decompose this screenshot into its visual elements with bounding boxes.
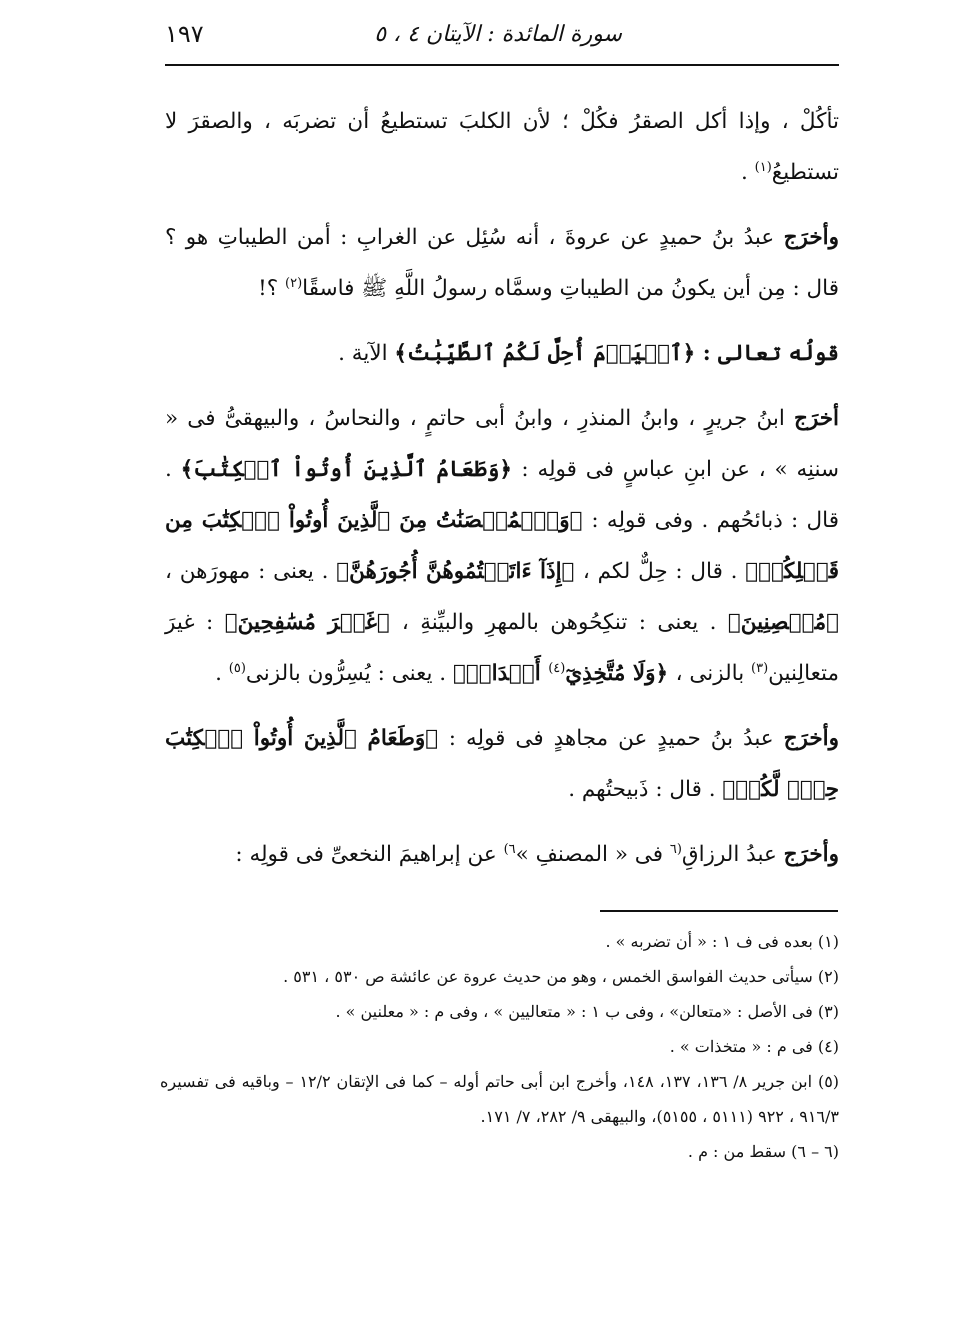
- header-rule: [165, 64, 839, 66]
- quran-quote: ﴿غَيۡرَ مُسَٰفِحِينَ﴾: [224, 610, 402, 635]
- paragraph-text: عن إبراهيمَ النخعىِّ فى قولِه :: [235, 842, 504, 867]
- footnote-2: (٢) سيأتى حديث الفواسق الخمس ، وهو من حديث عروة عن عائشة ص ٥٣٠ ، ٥٣١ .: [283, 967, 839, 986]
- quran-quote: ﴿ٱلۡيَوۡمَ أُحِلَّ لَكُمُ ٱلطَّيِّبَٰتُ﴾: [394, 341, 703, 366]
- paragraph-text: عبدُ بنُ حميدٍ عن عروةَ ، أنه سُئِل عن الغرابِ : أمن الطيباتِ هو ؟ قال : مِن أين يكونُ من الطيباتِ وسمَّاه رسولُ اللَّهِ ﷺ فاسقًا: [165, 225, 839, 301]
- paragraph-3: [165, 328, 839, 379]
- paragraph-2: [165, 212, 839, 314]
- verse-heading: قولُه تعالى :: [702, 341, 839, 366]
- quran-quote: أَخۡدَانٖ﴾: [452, 661, 549, 686]
- paragraph-text: . يعنى : مهورَهن ،: [165, 559, 337, 584]
- paragraph-lead: وأخرَج: [783, 726, 839, 751]
- quran-quote: ﴿وَطَعَامُ ٱلَّذِينَ أُوتُواْ ٱلۡكِتَٰبَ حِلّٞ لَّكُمۡ﴾: [165, 726, 839, 802]
- quran-quote: ﴿وَلَا مُتَّخِذِيٓ: [565, 661, 676, 686]
- paragraph-5: [165, 713, 839, 815]
- paragraph-end: .: [740, 160, 755, 185]
- paragraph-text: . قال : ذبائحُهم . وفى قولِه :: [165, 457, 839, 533]
- footnote-5: (٥) ابن جرير ٨/ ١٣٦، ١٣٧، ١٤٨، وأخرج ابن أبى حاتم أوله – كما فى الإتقان ١٢/٢ – وباقيه فى تفسيره ٩١٦/٣ ، ٩٢٢ (٥١١١ ، ٥١٥٥)، والبيهقى ٩/ ٢٨٢، ٧/ ١٧١.: [160, 1072, 840, 1126]
- quran-quote: ﴿وَطَعَامُ ٱلَّذِينَ أُوتُواْ ٱلۡكِتَٰبَ﴾: [180, 457, 522, 482]
- paragraph-text: عبدُ بنُ حميدٍ عن مجاهدٍ فى قولِه :: [448, 726, 784, 751]
- paragraph-1: [165, 96, 839, 198]
- quran-quote: ﴿إِذَآ ءَاتَيۡتُمُوهُنَّ أُجُورَهُنَّ﴾: [336, 559, 583, 584]
- paragraph-lead: وأخرَج: [783, 225, 839, 250]
- quran-quote: ﴿مُحۡصِنِينَ﴾: [727, 610, 840, 635]
- page-header: [165, 18, 837, 58]
- paragraph-text: تأكُلْ ، وإذا أكل الصقرُ فكُلْ ؛ لأن الكلبَ تستطيعُ أن تضربَه ، والصقرَ لا تستطيعُ: [165, 109, 839, 185]
- paragraph-text: : غيرَ متعالِنين: [165, 610, 839, 686]
- footnote-ref-5: (٥): [228, 660, 246, 676]
- running-title: سورة المائدة : الآيتان ٤ ، ٥: [374, 22, 622, 47]
- body-text: [165, 96, 839, 890]
- paragraph-6: [165, 829, 839, 880]
- footnote-rule: [600, 910, 838, 912]
- paragraph-end: .: [215, 661, 229, 686]
- paragraph-end: . قال : ذَبيحتُهم .: [568, 777, 723, 802]
- paragraph-text: عبدُ الرزاقِ: [681, 842, 784, 867]
- paragraph-4: [165, 393, 839, 699]
- paragraph-end: ؟!: [258, 276, 286, 301]
- footnote-ref-3: (٣): [751, 660, 769, 676]
- paragraph-text: بالزنى ،: [675, 661, 752, 686]
- paragraph-text: . يعنى : تنكِحُوهن بالمهرِ والبيِّنةِ ،: [401, 610, 728, 635]
- quran-quote: ﴿وَٱلۡمُحۡصَنَٰتُ مِنَ ٱلَّذِينَ أُوتُواْ ٱلۡكِتَٰبَ مِن قَبۡلِكُمۡ﴾: [165, 508, 840, 584]
- footnotes: [160, 924, 839, 1169]
- paragraph-text: فى « المصنفِ »: [515, 842, 670, 867]
- paragraph-text: . يعنى : يُسِرُّون بالزنى: [245, 661, 453, 686]
- footnote-ref-1: (١): [754, 159, 772, 175]
- footnote-ref-2: (٢): [285, 275, 303, 291]
- paragraph-lead: أخرَج: [793, 406, 839, 431]
- footnote-4: (٤) فى م : « متخذات » .: [669, 1037, 839, 1056]
- footnote-3: (٣) فى الأصل : «متعالن» ، وفى ب ١ : « متعاليين » ، وفى م : « معلنين » .: [335, 1002, 839, 1021]
- paragraph-text: . قال : حِلٌّ لكم ،: [582, 559, 746, 584]
- footnote-ref-4: (٤): [548, 660, 566, 676]
- paragraph-text: ابنُ جريرٍ ، وابنُ المنذرِ ، وابنُ أبى حاتمٍ ، والنحاسُ ، والبيهقىُّ فى « سننِه » ، عن ابنِ عباسٍ فى قولِه :: [165, 406, 839, 482]
- page-number: ١٩٧: [165, 20, 204, 48]
- footnote-6: (٦ – ٦) سقط من : م .: [687, 1142, 839, 1161]
- footnote-1: (١) بعده فى ف ١ : « أن تضربه » .: [605, 932, 839, 951]
- paragraph-lead: وأخرَج: [783, 842, 839, 867]
- footnote-ref-6-end: ٦): [503, 841, 516, 857]
- paragraph-end: الآية .: [338, 341, 395, 366]
- footnote-ref-6-start: (٦: [669, 841, 682, 857]
